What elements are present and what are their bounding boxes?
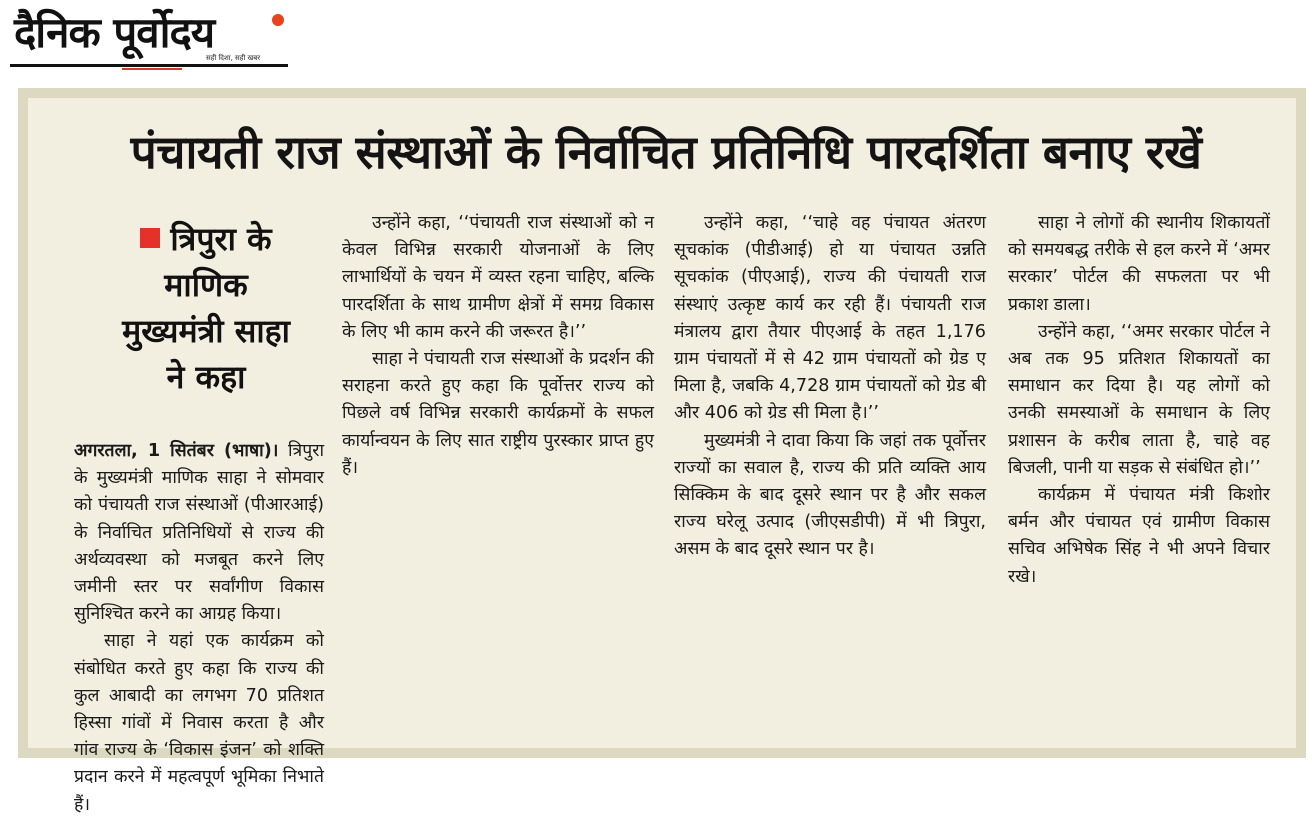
red-square-bullet-icon: [140, 228, 160, 248]
subhead-line-4: ने कहा: [166, 358, 246, 396]
subhead-line-3: मुख्यमंत्री साहा: [122, 312, 290, 350]
paragraph-5: उन्होंने कहा, ‘‘चाहे वह पंचायत अंतरण सूचकांक (पीडीआई) हो या पंचायत उन्नति सूचकांक (पीएआई), राज्य की पंचायती राज संस्थाएं उत्कृष्ट कार्य कर रही हैं। पंचायती राज मंत्रालय द्वारा तैयार पीएआई के तहत 1,176 ग्राम पंचायतों में से 42 ग्राम पंचायतों को ग्रेड ए मिला है, जबकि 4,728 ग्राम पंचायतों को ग्रेड बी और 406 को ग्रेड सी मिला है।’’: [674, 213, 986, 424]
masthead-rule: [10, 64, 288, 67]
masthead: [10, 6, 288, 72]
newspaper-logo: दैनिक पूर्वोदय: [14, 8, 215, 57]
subhead-line-2: माणिक: [164, 266, 248, 304]
column-1: [74, 438, 324, 819]
headline: पंचायती राज संस्थाओं के निर्वाचित प्रतिनिधि पारदर्शिता बनाए रखें: [130, 125, 1202, 179]
paragraph-1-text: त्रिपुरा के मुख्यमंत्री माणिक साहा ने सोमवार को पंचायती राज संस्थाओं (पीआरआई) के निर्वाचित प्रतिनिधियों से राज्य की अर्थव्यवस्था को मजबूत करने लिए जमीनी स्तर पर सर्वांगीण विकास सुनिश्चित करने का आग्रह किया।: [74, 441, 325, 625]
paragraph-8: उन्होंने कहा, ‘‘अमर सरकार पोर्टल ने अब तक 95 प्रतिशत शिकायतों का समाधान कर दिया है। यह लोगों को उनकी समस्याओं के समाधान के लिए प्रशासन के करीब लाता है, चाहे वह बिजली, पानी या सड़क से संबंधित हो।’’: [1008, 321, 1270, 478]
dateline: अगरतला, 1 सितंबर (भाषा)।: [74, 441, 279, 461]
logo-tagline: सही दिशा, सही खबर: [206, 54, 261, 62]
column-3: [674, 210, 986, 564]
masthead-accent-line: [122, 68, 182, 70]
paragraph-1: [74, 438, 324, 628]
paragraph-6: मुख्यमंत्री ने दावा किया कि जहां तक पूर्वोत्तर राज्यों का सवाल है, राज्य की प्रति व्यक्ति आय सिक्किम के बाद दूसरे स्थान पर है और सकल राज्य घरेलू उत्पाद (जीएसडीपी) में भी त्रिपुरा, असम के बाद दूसरे स्थान पर है।: [674, 430, 986, 560]
logo-dot-icon: [272, 14, 284, 26]
column-4: [1008, 210, 1270, 591]
column-2: [342, 210, 654, 482]
paragraph-4: साहा ने पंचायती राज संस्थाओं के प्रदर्शन की सराहना करते हुए कहा कि पूर्वोत्तर राज्य को पिछले वर्ष विभिन्न सरकारी कार्यक्रमों के सफल कार्यान्वयन के लिए सात राष्ट्रीय पुरस्कार प्राप्त हुए हैं।: [342, 349, 654, 478]
paragraph-2: साहा ने यहां एक कार्यक्रम को संबोधित करते हुए कहा कि राज्य की कुल आबादी का लगभग 70 प्रतिशत हिस्सा गांवों में निवास करता है और गांव राज्य के ‘विकास इंजन’ को शक्ति प्रदान करने में महत्वपूर्ण भूमिका निभाते हैं।: [74, 631, 324, 815]
news-clipping: [18, 88, 1306, 815]
paragraph-9: कार्यक्रम में पंचायत मंत्री किशोर बर्मन और पंचायत एवं ग्रामीण विकास सचिव अभिषेक सिंह ने भी अपने विचार रखे।: [1008, 485, 1270, 587]
paragraph-7: साहा ने लोगों की स्थानीय शिकायतों को समयबद्ध तरीके से हल करने में ‘अमर सरकार’ पोर्टल की सफलता पर भी प्रकाश डाला।: [1008, 213, 1270, 315]
subhead-line-1: त्रिपुरा के: [170, 220, 272, 258]
paragraph-3: उन्होंने कहा, ‘‘पंचायती राज संस्थाओं को न केवल विभिन्न सरकारी योजनाओं के लिए लाभार्थियों के चयन में व्यस्त रहना चाहिए, बल्कि पारदर्शिता के साथ ग्रामीण क्षेत्रों में समग्र विकास के लिए भी काम करने की जरूरत है।’’: [342, 213, 654, 342]
subhead: [88, 216, 324, 400]
